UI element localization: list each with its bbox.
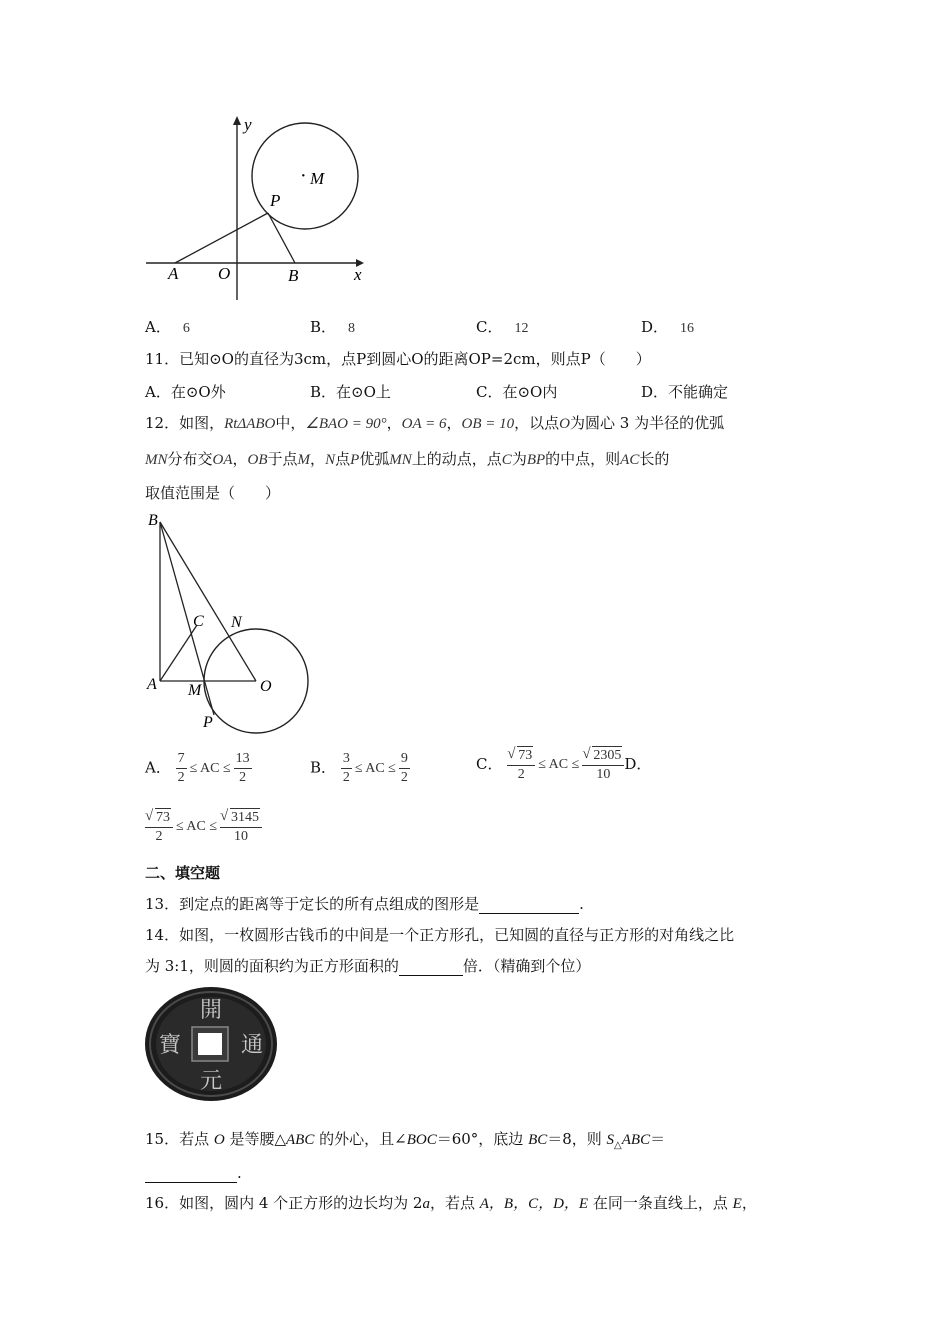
label-m: M xyxy=(310,169,325,188)
coin-image xyxy=(143,985,279,1103)
option-value: 16 xyxy=(680,321,695,336)
section-title: 二、填空题 xyxy=(145,864,221,882)
arc-mn: MN xyxy=(145,452,168,468)
segment-pb xyxy=(268,213,295,263)
label-y: y xyxy=(244,115,252,134)
text: 上的动点，点 xyxy=(411,450,502,468)
lower-fraction xyxy=(176,750,187,787)
point-e: E xyxy=(732,1196,742,1212)
sqrt-numerator: √ 2305 xyxy=(592,746,622,765)
denominator: 2 xyxy=(517,767,525,782)
text: 长的 xyxy=(639,450,670,468)
option-letter: D． xyxy=(641,318,669,336)
q15-answer-blank[interactable] xyxy=(145,1162,237,1183)
sqrt-numerator: √ 73 xyxy=(155,808,171,827)
text: 于点 xyxy=(267,450,298,468)
sqrt-numerator: √ 73 xyxy=(517,746,533,765)
numerator: 13 xyxy=(234,750,252,769)
lower-fraction xyxy=(145,808,173,846)
label-n: N xyxy=(231,614,242,631)
q14-line1: 14．如图，一枚圆形古钱币的中间是一个正方形孔，已知圆的直径与正方形的对角线之比 xyxy=(145,926,735,944)
text: ， xyxy=(741,1194,757,1212)
denominator: 2 xyxy=(239,770,247,785)
triangle-sub: △ xyxy=(614,1140,622,1151)
text: 中， xyxy=(275,414,306,432)
denominator: 2 xyxy=(342,770,350,785)
q13 xyxy=(145,893,584,914)
denominator: 2 xyxy=(155,829,163,844)
q13-answer-blank[interactable] xyxy=(479,893,579,914)
segment-bp xyxy=(160,522,214,715)
numerator: 9 xyxy=(399,750,410,769)
option-letter: B． xyxy=(310,318,337,336)
q10-option-d[interactable] xyxy=(641,316,694,337)
q14-line2 xyxy=(145,955,590,976)
upper-fraction xyxy=(582,746,624,784)
option-value: 在⊙O内 xyxy=(502,383,558,401)
q15-line1 xyxy=(145,1129,665,1156)
option-value: 在⊙O上 xyxy=(336,383,391,401)
q14-answer-blank[interactable] xyxy=(399,955,463,976)
numerator: 3 xyxy=(341,750,352,769)
triangle-abc-2: ABC xyxy=(621,1132,651,1148)
option-letter: A． xyxy=(145,758,171,777)
seg-ob: OB xyxy=(247,452,268,468)
option-letter: A． xyxy=(145,318,171,336)
label-b: B xyxy=(148,512,158,529)
text: 为 3:1，则圆的面积约为正方形面积的 xyxy=(145,957,399,975)
q10-option-b[interactable] xyxy=(310,316,355,337)
angle-bao: ∠BAO = 90° xyxy=(305,416,387,432)
inequality: ≤ AC ≤ xyxy=(176,819,218,834)
rt-triangle: RtΔABO xyxy=(224,416,276,432)
q12-line3: 取值范围是（ ） xyxy=(145,484,281,502)
coin-char-top: 開 xyxy=(199,998,223,1023)
q12-line2 xyxy=(145,449,669,470)
label-a: A xyxy=(168,264,179,283)
label-c: C xyxy=(193,613,204,630)
side-bc: BC xyxy=(528,1132,548,1148)
denominator: 2 xyxy=(177,770,185,785)
segment-bo xyxy=(160,522,256,681)
var-a: a xyxy=(422,1196,430,1212)
label-x: x xyxy=(354,265,362,284)
label-p: P xyxy=(203,714,213,731)
text: 16．如图，圆内 4 个正方形的边长均为 2 xyxy=(145,1194,423,1212)
q12-option-d[interactable] xyxy=(145,808,262,846)
lower-fraction xyxy=(507,746,535,784)
q11-option-b[interactable] xyxy=(310,381,391,402)
numerator: 7 xyxy=(176,750,187,769)
option-d-letter: D． xyxy=(624,755,652,773)
text: 是等腰△ xyxy=(224,1130,287,1148)
point-p: P xyxy=(350,452,360,468)
upper-fraction xyxy=(220,808,262,846)
text: 为 xyxy=(511,450,527,468)
area-s: S xyxy=(606,1132,615,1148)
seg-oa: OA xyxy=(212,452,233,468)
y-axis-arrow xyxy=(233,116,241,125)
text: 15．若点 xyxy=(145,1130,214,1148)
text: 倍．（精确到个位） xyxy=(462,957,591,975)
square-hole xyxy=(198,1033,222,1055)
q13-text: 13．到定点的距离等于定长的所有点组成的图形是 xyxy=(145,895,480,913)
upper-fraction xyxy=(399,750,410,787)
option-value: 6 xyxy=(182,321,190,336)
point-n: N xyxy=(325,452,336,468)
option-value: 8 xyxy=(348,321,356,336)
text: ＝8，则 xyxy=(547,1130,607,1148)
q15-line2 xyxy=(145,1162,242,1183)
inequality: ≤ AC ≤ xyxy=(189,760,231,776)
option-letter: C． xyxy=(476,383,503,401)
oa-value: OA = 6 xyxy=(401,416,447,432)
text: 优弧 xyxy=(359,450,390,468)
denominator: 10 xyxy=(596,767,611,782)
option-letter: D． xyxy=(641,383,669,401)
coin-char-right: 通 xyxy=(240,1033,264,1058)
option-letter: C． xyxy=(476,318,503,336)
label-o: O xyxy=(260,678,272,695)
text: ， xyxy=(232,450,248,468)
point-o: O xyxy=(559,416,571,432)
angle-boc: BOC xyxy=(406,1132,437,1148)
text: ＝ xyxy=(650,1130,666,1148)
sqrt-numerator: √ 3145 xyxy=(230,808,260,827)
q11-option-a[interactable] xyxy=(145,381,226,402)
q11-option-d[interactable] xyxy=(641,381,728,402)
arc-mn-2: MN xyxy=(389,452,412,468)
q13-end: . xyxy=(579,895,584,913)
q12-option-a[interactable] xyxy=(145,750,252,787)
text: 在同一条直线上，点 xyxy=(588,1194,733,1212)
point-c: C xyxy=(501,452,512,468)
q10-option-c[interactable] xyxy=(476,316,528,337)
label-a: A xyxy=(147,676,157,693)
seg-ac: AC xyxy=(620,452,640,468)
figure-triangle-circle xyxy=(140,505,340,735)
option-letter: C． xyxy=(476,755,503,773)
point-m: M xyxy=(297,452,311,468)
q15-end: . xyxy=(237,1164,242,1182)
label-o: O xyxy=(218,264,231,283)
segment-ap xyxy=(175,213,268,263)
inequality: ≤ AC ≤ xyxy=(354,760,396,776)
inequality: ≤ AC ≤ xyxy=(538,757,580,772)
label-dot: · xyxy=(300,165,307,187)
seg-bp: BP xyxy=(526,452,546,468)
text: 点 xyxy=(335,450,351,468)
q11-option-c[interactable] xyxy=(476,381,557,402)
ob-value: OB = 10 xyxy=(461,416,515,432)
label-b: B xyxy=(288,266,299,285)
figure-circle-coordinate xyxy=(140,110,380,310)
denominator: 2 xyxy=(400,770,408,785)
label-p: P xyxy=(270,191,281,210)
q12-line1 xyxy=(145,413,724,434)
text: ，以点 xyxy=(514,414,560,432)
text: ＝60°，底边 xyxy=(436,1130,529,1148)
option-value: 在⊙O外 xyxy=(170,383,226,401)
q12-option-c[interactable] xyxy=(476,746,651,784)
q10-option-a[interactable] xyxy=(145,316,190,337)
text: 分布交 xyxy=(167,450,213,468)
denominator: 10 xyxy=(234,829,249,844)
text: 的中点，则 xyxy=(545,450,621,468)
q12-option-b[interactable] xyxy=(310,750,410,787)
q16-line1 xyxy=(145,1193,757,1214)
text: ， xyxy=(386,414,402,432)
option-letter: B． xyxy=(310,758,337,777)
text: 为圆心 3 为半径的优弧 xyxy=(570,414,725,432)
option-letter: A． xyxy=(145,383,171,401)
segment-ac xyxy=(160,625,197,681)
lower-fraction xyxy=(341,750,352,787)
q11-text: 11．已知⊙O的直径为3cm，点P到圆心O的距离OP=2cm，则点P（ ） xyxy=(145,350,651,368)
text: ， xyxy=(446,414,462,432)
text: ， xyxy=(310,450,326,468)
text: 12．如图， xyxy=(145,414,225,432)
points-abcde: A，B，C，D，E xyxy=(479,1196,589,1212)
text: ，若点 xyxy=(429,1194,480,1212)
option-letter: B． xyxy=(310,383,337,401)
option-value: 12 xyxy=(514,321,529,336)
coin-char-bottom: 元 xyxy=(199,1069,223,1094)
point-o: O xyxy=(213,1132,225,1148)
triangle-abc: ABC xyxy=(286,1132,315,1148)
upper-fraction xyxy=(234,750,252,787)
text: 的外心，且∠ xyxy=(314,1130,407,1148)
coin-char-left: 寶 xyxy=(158,1033,182,1058)
label-m: M xyxy=(188,682,202,699)
option-value: 不能确定 xyxy=(668,383,729,401)
